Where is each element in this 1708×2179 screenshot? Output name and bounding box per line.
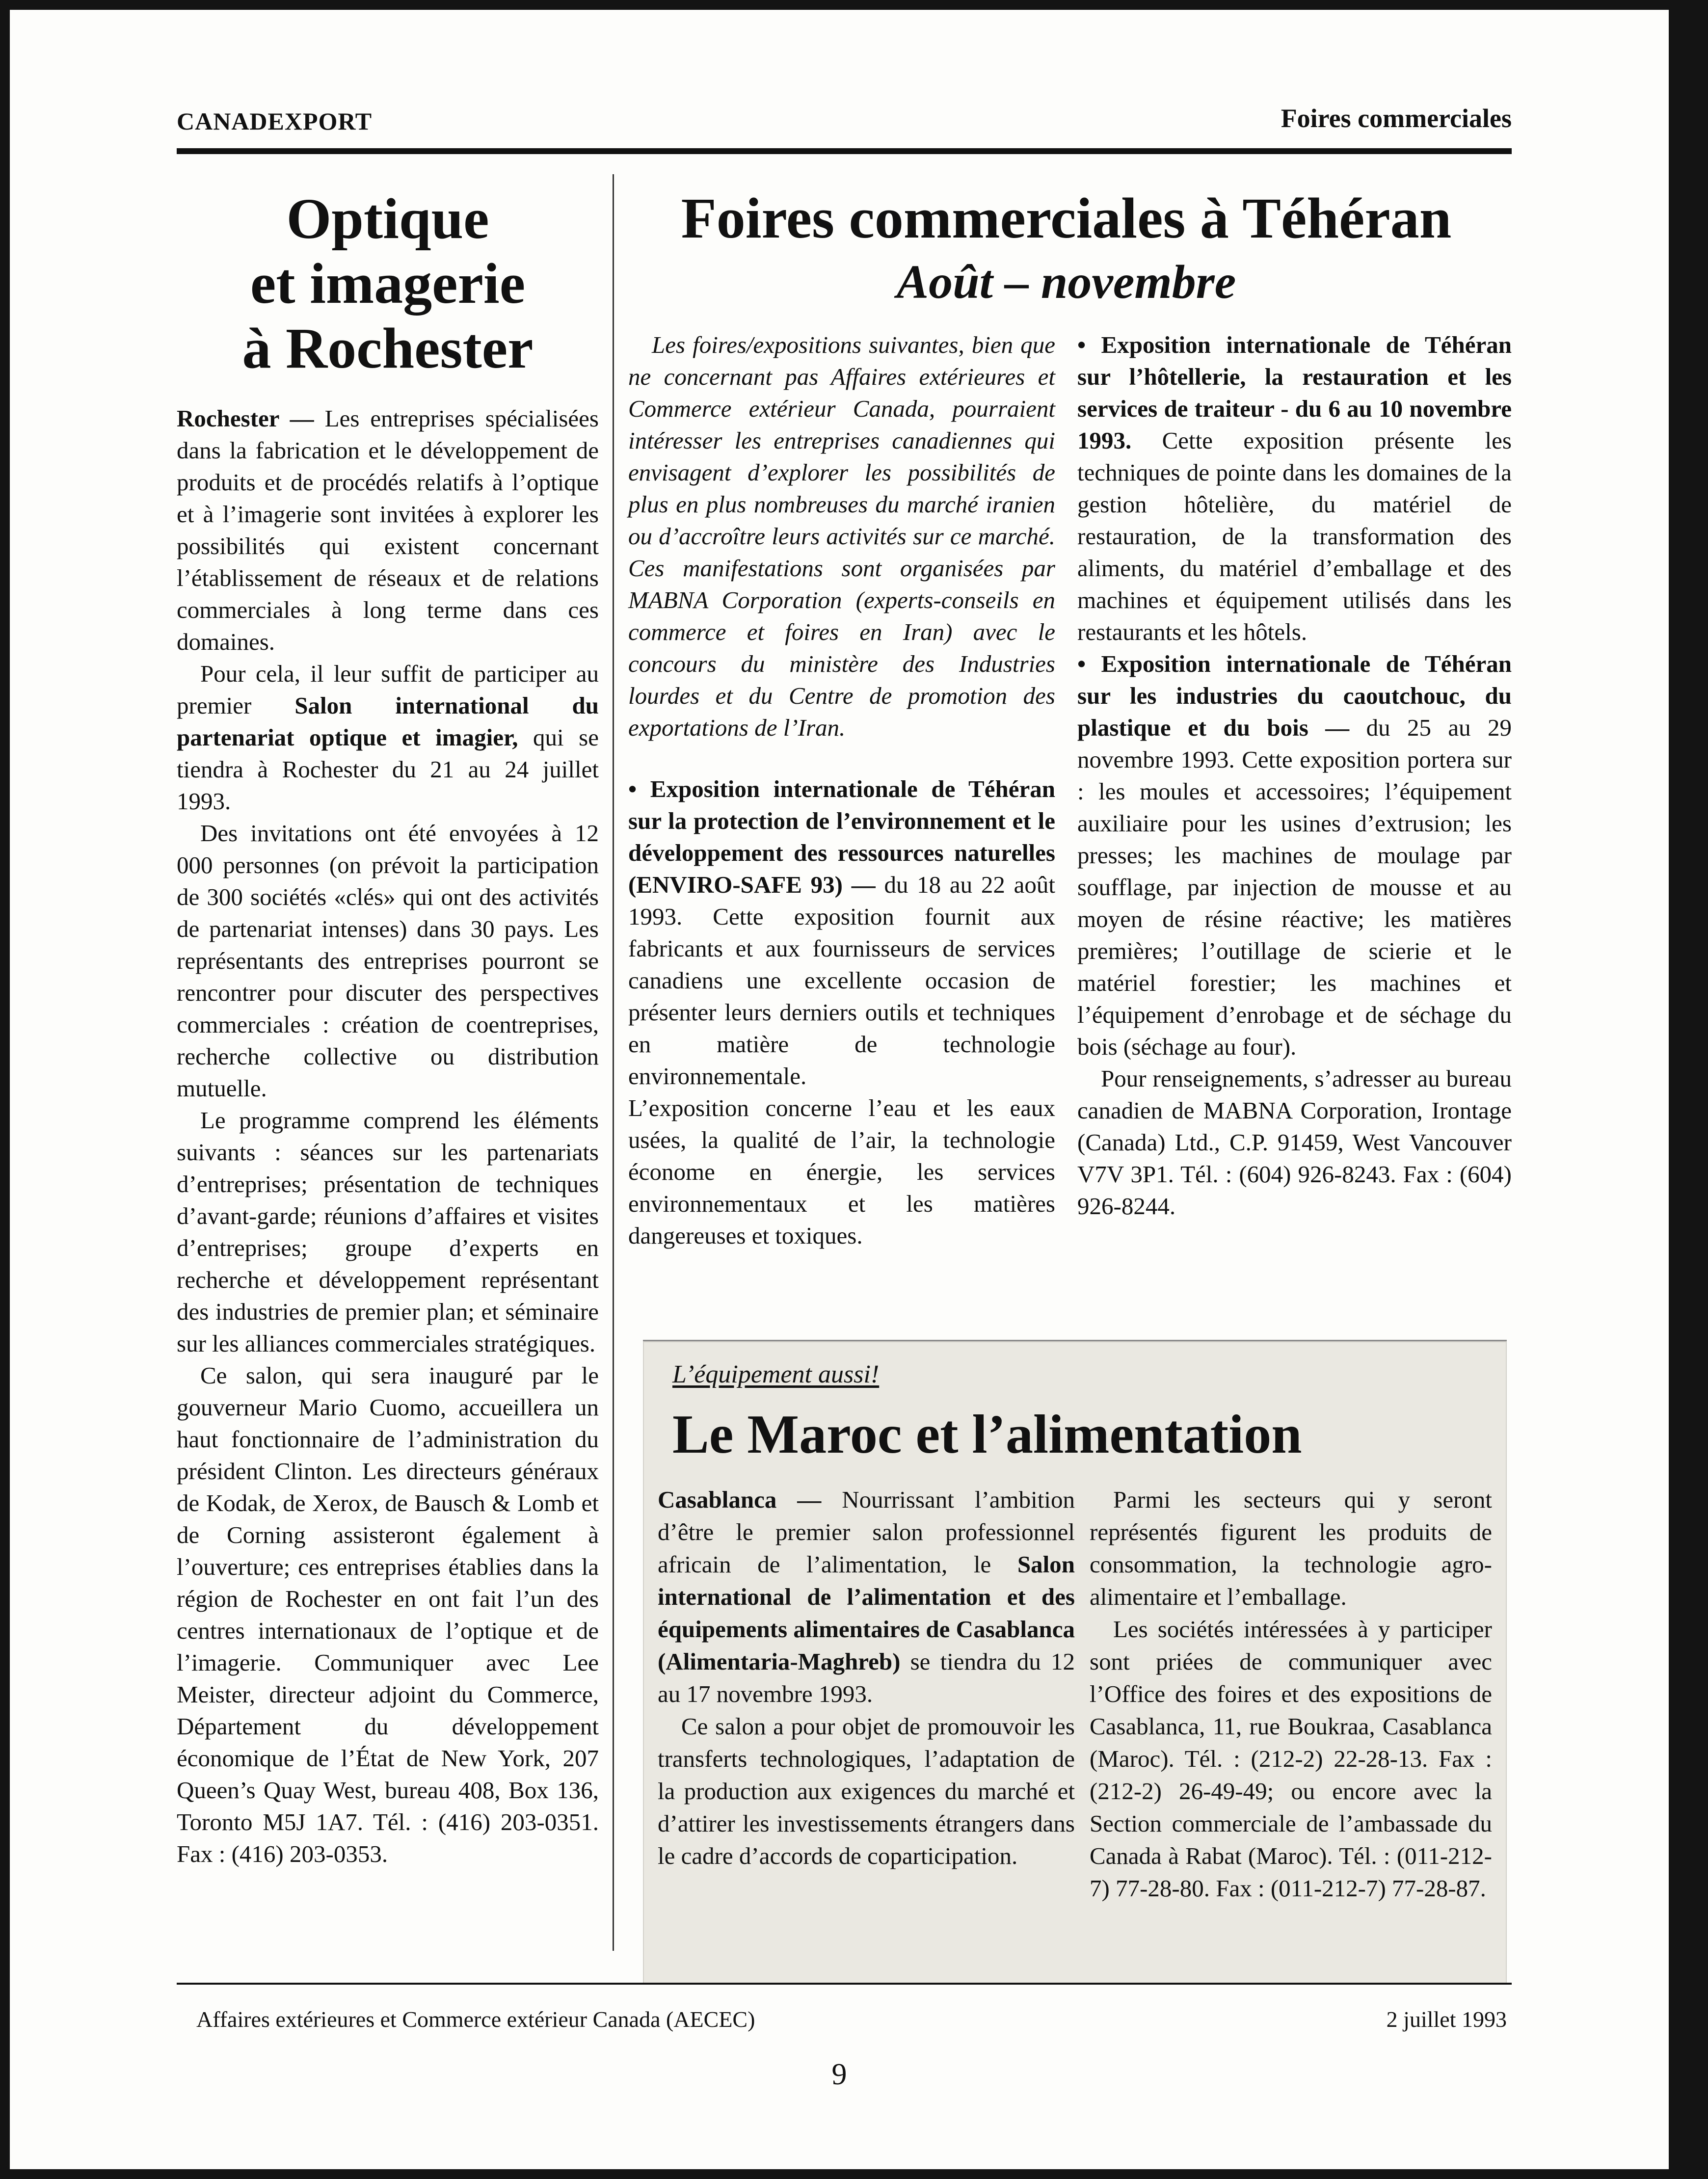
envirosafe-paragraph-2: L’exposition concerne l’eau et les eaux usées, la qualité de l’air, la technologie économe en énergie, les services environnementaux et les matières dangereuses et toxiques.: [628, 1094, 1055, 1249]
rochester-article-body: [177, 402, 599, 1870]
footer-rule: [177, 1983, 1512, 1985]
maroc-column-2: [1090, 1484, 1492, 1905]
header-rule: [177, 148, 1512, 154]
rochester-paragraph-4: Le programme comprend les éléments suivants : séances sur les partenariats d’entreprises; présentation de techniques d’avant-garde; réunions d’affaires et visites d’entreprises; groupe d’experts en recherche et développement représentant des industries de premier plan; et séminaire sur les alliances commerciales stratégiques.: [177, 1107, 599, 1357]
maroc-article-box: [643, 1340, 1507, 1984]
maroc-article-title: Le Maroc et l’alimentation: [672, 1404, 1302, 1465]
rochester-title-line3: à Rochester: [242, 316, 534, 380]
publication-name: CANADEXPORT: [177, 107, 373, 135]
rochester-paragraph-3: Des invitations ont été envoyées à 12 000 personnes (on prévoit la participation de 300 sociétés «clés» qui ont des activités de partenariat intenses) dans 30 pays. Les représentants des entreprises pourront se rencontrer pour discuter des perspectives commerciales : création de coentreprises, recherche collective ou distribution mutuelle.: [177, 820, 599, 1102]
footer-publisher: Affaires extérieures et Commerce extérieur Canada (AECEC): [196, 2007, 755, 2032]
rochester-dateline: Rochester —: [177, 405, 314, 432]
maroc-paragraph-4: Les sociétés intéressées à y participer sont priées de communiquer avec l’Office des foires et des expositions de Casablanca, 11, rue Boukraa, Casablanca (Maroc). Tél. : (212-2) 22-28-13. Fax : (212-2) 26-49-49; ou encore avec la Section commerciale de l’ambassade du Canada à Rabat (Maroc). Tél. : (011-212-7) 77-28-80. Fax : (011-212-7) 77-28-87.: [1090, 1616, 1492, 1902]
maroc-dateline: Casablanca —: [658, 1486, 822, 1513]
envirosafe-text: du 18 au 22 août 1993. Cette exposition fournit aux fabricants et aux fournisseurs de services canadiens une excellente occasion de présenter leurs derniers outils et techniques en matière de technologie environnementale.: [628, 871, 1055, 1090]
section-name: Foires commerciales: [1281, 104, 1512, 133]
hotellerie-text: Cette exposition présente les techniques de pointe dans les domaines de la gestion hôtelière, du matériel de restauration, de la transformation des aliments, du matériel d’emballage et des machines et équipement utilisés dans les restaurants et les hôtels.: [1077, 427, 1512, 645]
caoutchouc-text: du 25 au 29 novembre 1993. Cette exposition portera sur : les moules et accessoires; l’équipement auxiliaire pour les usines d’extrusion; les presses; les machines de moulage par soufflage, par injection de mousse et au moyen de résine réactive; les matières premières; l’outillage de scierie et le matériel forestier; les machines et l’équipement d’enrobage et de séchage du bois (séchage au four).: [1077, 714, 1512, 1060]
teheran-article-title: Foires commerciales à Téhéran: [681, 186, 1452, 250]
salon-name: Salon international du partenariat optique et imagier,: [177, 692, 599, 751]
column-divider: [613, 174, 614, 1951]
alimentaria-name: Salon international de l’alimentation et des équipements alimentaires de Casablanca (Alimentaria-Maghreb): [658, 1551, 1075, 1675]
maroc-paragraph-1a: Nourrissant l’ambition d’être le premier salon professionnel africain de l’alimentation, le: [658, 1486, 1075, 1578]
footer-date: 2 juillet 1993: [1386, 2007, 1507, 2032]
teheran-column-1: [628, 329, 1055, 1251]
newsletter-page: [10, 10, 1669, 2169]
rochester-paragraph-1: Les entreprises spécialisées dans la fabrication et le développement de produits et de procédés relatifs à l’optique et à l’imagerie sont invitées à explorer les possibilités qui existent concernant l’établissement de réseaux et de relations commerciales à long terme dans ces domaines.: [177, 405, 599, 655]
maroc-paragraph-3: Parmi les secteurs qui y seront représentés figurent les produits de consommation, la technologie agro-alimentaire et l’emballage.: [1090, 1486, 1492, 1610]
maroc-column-1: [658, 1484, 1075, 1872]
caoutchouc-heading: • Exposition internationale de Téhéran sur les industries du caoutchouc, du plastique et du bois —: [1077, 650, 1512, 741]
envirosafe-heading: • Exposition internationale de Téhéran sur la protection de l’environnement et le développement des ressources naturelles (ENVIRO-SAFE 93) —: [628, 775, 1055, 898]
mabna-contact: Pour renseignements, s’adresser au bureau canadien de MABNA Corporation, Irontage (Canada) Ltd., C.P. 91459, West Vancouver V7V 3P1. Tél. : (604) 926-8243. Fax : (604) 926-8244.: [1077, 1065, 1512, 1220]
teheran-article-subtitle: Août – novembre: [896, 256, 1236, 309]
maroc-kicker: L’équipement aussi!: [672, 1360, 880, 1388]
maroc-paragraph-2: Ce salon a pour objet de promouvoir les transferts technologiques, l’adaptation de la production aux exigences du marché et d’attirer les investissements étrangers dans le cadre d’accords de coparticipation.: [658, 1713, 1075, 1869]
maroc-paragraph-1c: se tiendra du 12 au 17 novembre 1993.: [658, 1648, 1075, 1707]
rochester-title-line2: et imagerie: [250, 251, 526, 316]
hotellerie-heading: • Exposition internationale de Téhéran sur l’hôtellerie, la restauration et les services de traiteur - du 6 au 10 novembre 1993.: [1077, 331, 1512, 454]
rochester-paragraph-5: Ce salon, qui sera inauguré par le gouverneur Mario Cuomo, accueillera un haut fonctionnaire de l’administration du président Clinton. Les directeurs généraux de Kodak, de Xerox, de Bausch & Lomb et de Corning assisteront également à l’ouverture; ces entreprises établies dans la région de Rochester en ont fait l’un des centres internationaux de l’optique et de l’imagerie. Communiquer avec Lee Meister, directeur adjoint du Commerce, Département du développement économique de l’État de New York, 207 Queen’s Quay West, bureau 408, Box 136, Toronto M5J 1A7. Tél. : (416) 203-0351. Fax : (416) 203-0353.: [177, 1362, 599, 1867]
page-number: 9: [831, 2058, 847, 2091]
rochester-paragraph-2c: qui se tiendra à Rochester du 21 au 24 juillet 1993.: [177, 724, 599, 815]
rochester-article-title: [177, 186, 599, 381]
rochester-paragraph-2a: Pour cela, il leur suffit de participer au premier: [177, 660, 599, 719]
rochester-title-line1: Optique: [286, 186, 489, 251]
teheran-intro: Les foires/expositions suivantes, bien que ne concernant pas Affaires extérieures et Commerce extérieur Canada, pourraient intéresser les entreprises canadiennes qui envisagent d’explorer les possibilités de plus en plus nombreuses du marché iranien ou d’accroître leurs activités sur ce marché. Ces manifestations sont organisées par MABNA Corporation (experts-conseils en commerce et foires en Iran) avec le concours du ministère des Industries lourdes et du Centre de promotion des exportations de l’Iran.: [628, 331, 1055, 741]
teheran-column-2: [1077, 329, 1512, 1222]
